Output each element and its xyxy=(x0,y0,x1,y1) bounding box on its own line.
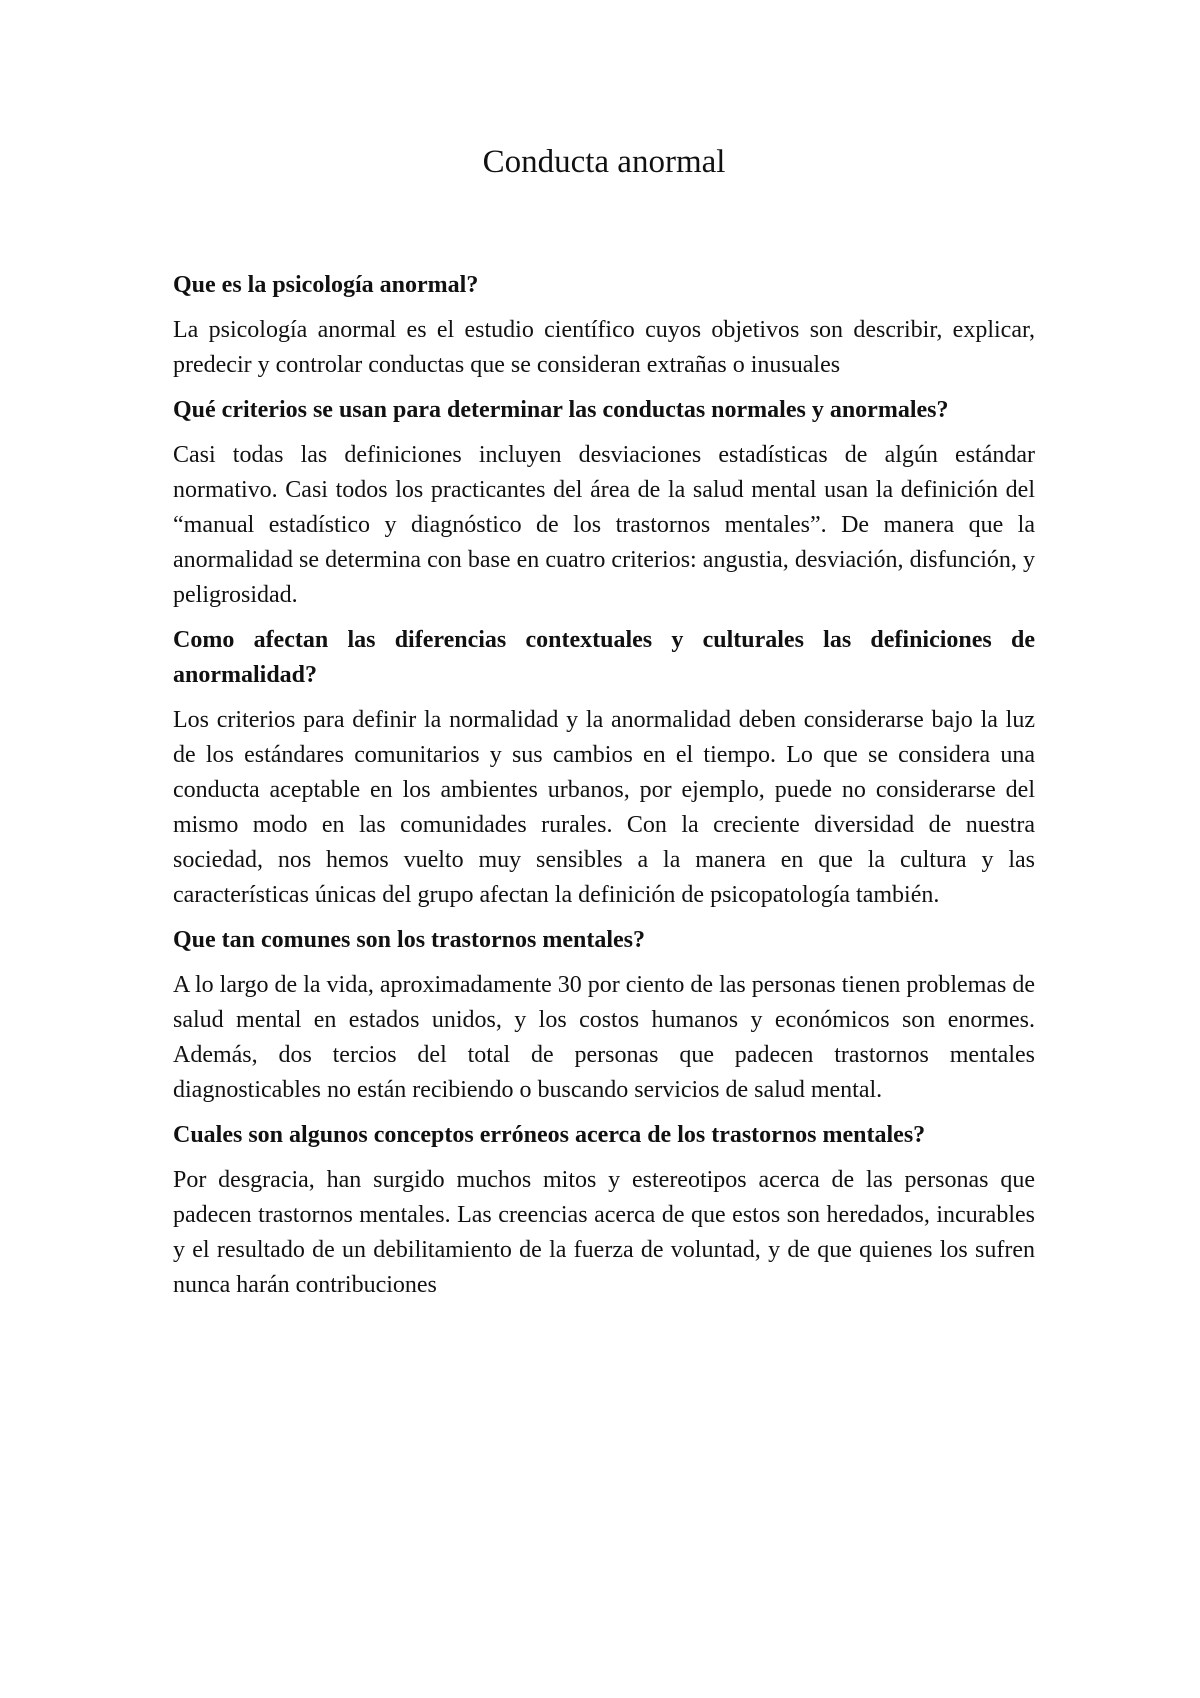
section-body: Los criterios para definir la normalidad y la anormalidad deben considerarse bajo la luz de los estándares comunitarios y sus cambios en el tiempo. Lo que se considera una conducta aceptable en los ambientes urbanos, por ejemplo, puede no considerarse del mismo modo en las comunidades rurales. Con la creciente diversidad de nuestra sociedad, nos hemos vuelto muy sensibles a la manera en que la cultura y las características únicas del grupo afectan la definición de psicopatología también. xyxy=(173,707,1035,908)
document-title: Conducta anormal xyxy=(482,144,726,180)
section-4 xyxy=(173,923,1035,1108)
document-content xyxy=(173,140,1035,1313)
section-body: Por desgracia, han surgido muchos mitos y estereotipos acerca de las personas que padecen trastornos mentales. Las creencias acerca de que estos son heredados, incurables y el resultado de un debilitamiento de la fuerza de voluntad, y de que quienes los sufren nunca harán contribuciones xyxy=(173,1167,1035,1298)
section-heading: Cuales son algunos conceptos erróneos acerca de los trastornos mentales? xyxy=(173,1122,926,1148)
section-2 xyxy=(173,393,1035,613)
section-body: A lo largo de la vida, aproximadamente 30 por ciento de las personas tienen problemas de salud mental en estados unidos, y los costos humanos y económicos son enormes. Además, dos tercios del total de personas que padecen trastornos mentales diagnosticables no están recibiendo o buscando servicios de salud mental. xyxy=(173,972,1035,1103)
section-heading: Qué criterios se usan para determinar las conductas normales y anormales? xyxy=(173,397,949,423)
section-1 xyxy=(173,268,1035,383)
section-5 xyxy=(173,1118,1035,1303)
section-heading: Que tan comunes son los trastornos mentales? xyxy=(173,927,645,953)
section-heading: Como afectan las diferencias contextuales y culturales las definiciones de anormalidad? xyxy=(173,627,1035,688)
section-body: La psicología anormal es el estudio científico cuyos objetivos son describir, explicar, predecir y controlar conductas que se consideran extrañas o inusuales xyxy=(173,317,1035,378)
section-heading: Que es la psicología anormal? xyxy=(173,272,479,298)
section-body: Casi todas las definiciones incluyen desviaciones estadísticas de algún estándar normativo. Casi todos los practicantes del área de la salud mental usan la definición del “manual estadístico y diagnóstico de los trastornos mentales”. De manera que la anormalidad se determina con base en cuatro criterios: angustia, desviación, disfunción, y peligrosidad. xyxy=(173,442,1035,608)
section-3 xyxy=(173,623,1035,913)
